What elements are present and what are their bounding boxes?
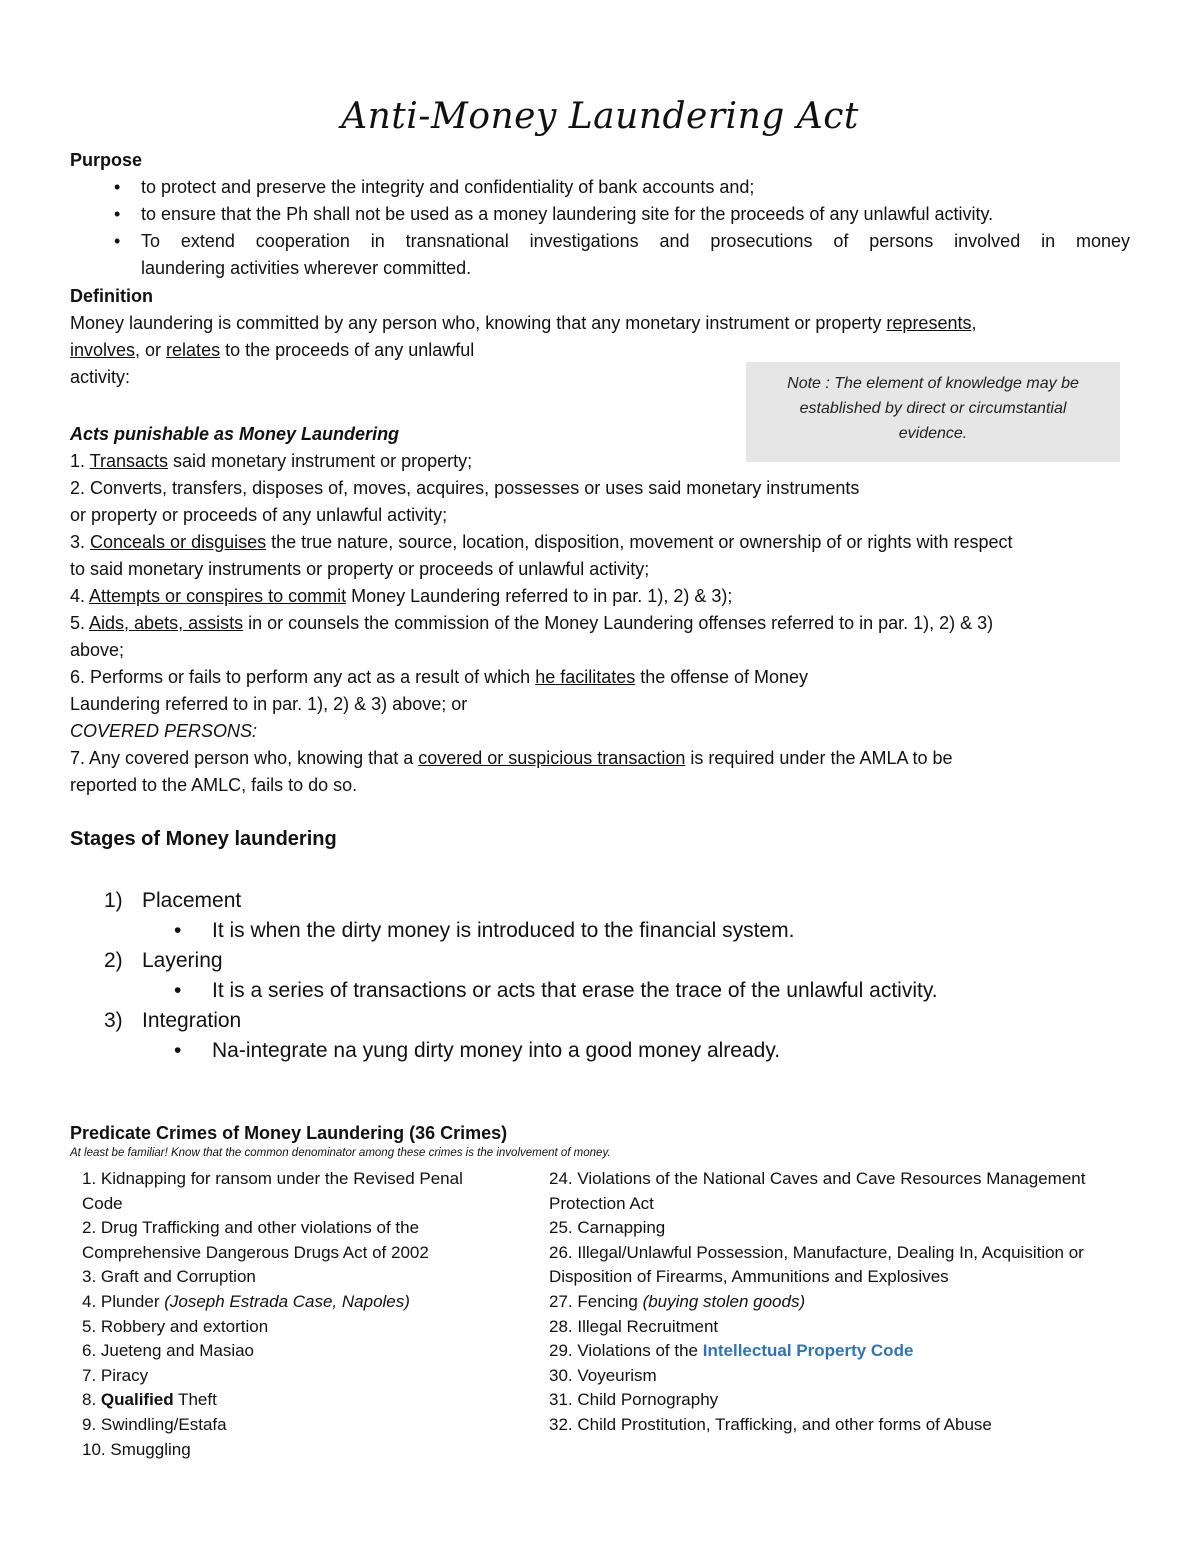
covered-persons-label: COVERED PERSONS: (70, 721, 258, 741)
stages-heading: Stages of Money laundering (70, 828, 337, 850)
act-item-continued: reported to the AMLC, fails to do so. (70, 775, 358, 795)
bullet-icon: • (174, 1039, 182, 1062)
list-item: 2. Drug Trafficking and other violations of the (82, 1218, 420, 1238)
predicate-heading: Predicate Crimes of Money Laundering (36 Crimes) (70, 1123, 508, 1143)
stage-item: 3) Integration (104, 1009, 242, 1032)
list-item: 28. Illegal Recruitment (549, 1316, 719, 1336)
list-item-continued: Comprehensive Dangerous Drugs Act of 2002 (82, 1242, 429, 1262)
list-item-continued: laundering activities wherever committed. (141, 258, 472, 278)
list-item: • to ensure that the Ph shall not be used as a money laundering site for the proceeds of any unlawful activity. (70, 201, 1130, 228)
act-item-continued: or property or proceeds of any unlawful activity; (70, 505, 448, 525)
act-item-continued: to said monetary instruments or property or proceeds of unlawful activity; (70, 559, 650, 579)
predicate-section (70, 1120, 1130, 1159)
stage-description: • Na-integrate na yung dirty money into a good money already. (70, 1036, 1130, 1066)
act-item: 1. Transacts said monetary instrument or property; (70, 451, 473, 471)
stage-description: • It is a series of transactions or acts that erase the trace of the unlawful activity. (70, 976, 1130, 1006)
bullet-icon: • (114, 177, 121, 197)
bullet-icon: • (114, 231, 121, 251)
list-item: 8. Qualified Theft (82, 1390, 217, 1410)
list-item: 25. Carnapping (549, 1218, 666, 1238)
stage-item: 2) Layering (104, 949, 223, 972)
act-item: 6. Performs or fails to perform any act as a result of which he facilitates the offense of Money (70, 667, 809, 687)
list-item: • To extend cooperation in transnational investigations and prosecutions of persons involved in money (70, 228, 1130, 255)
note-line: Note : The element of knowledge may be (787, 375, 1079, 392)
list-item: 4. Plunder (Joseph Estrada Case, Napoles) (82, 1291, 410, 1311)
list-item: 30. Voyeurism (549, 1365, 657, 1385)
list-item-continued: Disposition of Firearms, Ammunitions and Explosives (549, 1267, 949, 1287)
purpose-heading: Purpose (70, 150, 143, 170)
purpose-section (70, 147, 1130, 282)
list-item: 1. Kidnapping for ransom under the Revised Penal (82, 1169, 463, 1188)
list-item-continued: Protection Act (549, 1193, 654, 1213)
list-item: 10. Smuggling (82, 1439, 191, 1459)
stages-section (70, 828, 1130, 851)
stage-item: 1) Placement (104, 889, 242, 912)
bullet-icon: • (174, 919, 182, 942)
act-item: 3. Conceals or disguises the true nature, source, location, disposition, movement or ownership of or rights with respect (70, 532, 1013, 552)
list-item: 5. Robbery and extortion (82, 1316, 269, 1336)
definition-line-1: Money laundering is committed by any person who, knowing that any monetary instrument or property represents, (70, 313, 977, 333)
list-item-continued: Code (82, 1193, 123, 1213)
note-line: evidence. (898, 425, 968, 442)
act-item-continued: Laundering referred to in par. 1), 2) & 3) above; or (70, 694, 468, 714)
list-item: 3. Graft and Corruption (82, 1267, 256, 1287)
act-item-continued: above; (70, 640, 125, 660)
list-item: 26. Illegal/Unlawful Possession, Manufacture, Dealing In, Acquisition or (549, 1242, 1084, 1262)
page-title: Anti-Money Laundering Act (341, 96, 859, 137)
list-item: • to protect and preserve the integrity and confidentiality of bank accounts and; (70, 174, 1130, 201)
act-item: 5. Aids, abets, assists in or counsels the commission of the Money Laundering offenses referred to in par. 1), 2) & 3) (70, 613, 994, 633)
list-item: 27. Fencing (buying stolen goods) (549, 1291, 806, 1311)
list-item: 31. Child Pornography (549, 1390, 719, 1410)
list-item: 32. Child Prostitution, Trafficking, and other forms of Abuse (549, 1414, 992, 1434)
definition-line-2: involves, or relates to the proceeds of any unlawful (70, 340, 475, 360)
purpose-list (70, 174, 1130, 282)
list-item: 24. Violations of the National Caves and Cave Resources Management (549, 1169, 1086, 1188)
list-item: 29. Violations of the Intellectual Property Code (549, 1341, 914, 1361)
stage-description: • It is when the dirty money is introduced to the financial system. (70, 916, 1130, 946)
list-item: 6. Jueteng and Masiao (82, 1341, 255, 1361)
predicate-list-left (82, 1167, 463, 1462)
bullet-icon: • (114, 204, 121, 224)
stages-list (70, 886, 1130, 1076)
definition-line-3: activity: (70, 367, 131, 387)
note-line: established by direct or circumstantial (799, 400, 1067, 417)
predicate-list-right (549, 1167, 1085, 1438)
act-item: 2. Converts, transfers, disposes of, moves, acquires, possesses or uses said monetary instruments (70, 478, 860, 498)
acts-heading: Acts punishable as Money Laundering (70, 424, 400, 444)
definition-heading: Definition (70, 286, 153, 306)
list-item: 7. Piracy (82, 1365, 149, 1385)
bullet-icon: • (174, 979, 182, 1002)
acts-section (70, 421, 1130, 799)
intellectual-property-link[interactable]: Intellectual Property Code (702, 1341, 914, 1361)
list-item: 9. Swindling/Estafa (82, 1414, 227, 1434)
predicate-subnote: At least be familiar! Know that the common denominator among these crimes is the involvement of money. (70, 1147, 611, 1159)
act-item: 7. Any covered person who, knowing that a covered or suspicious transaction is required under the AMLA to be (70, 748, 953, 768)
act-item: 4. Attempts or conspires to commit Money Laundering referred to in par. 1), 2) & 3); (70, 586, 733, 606)
